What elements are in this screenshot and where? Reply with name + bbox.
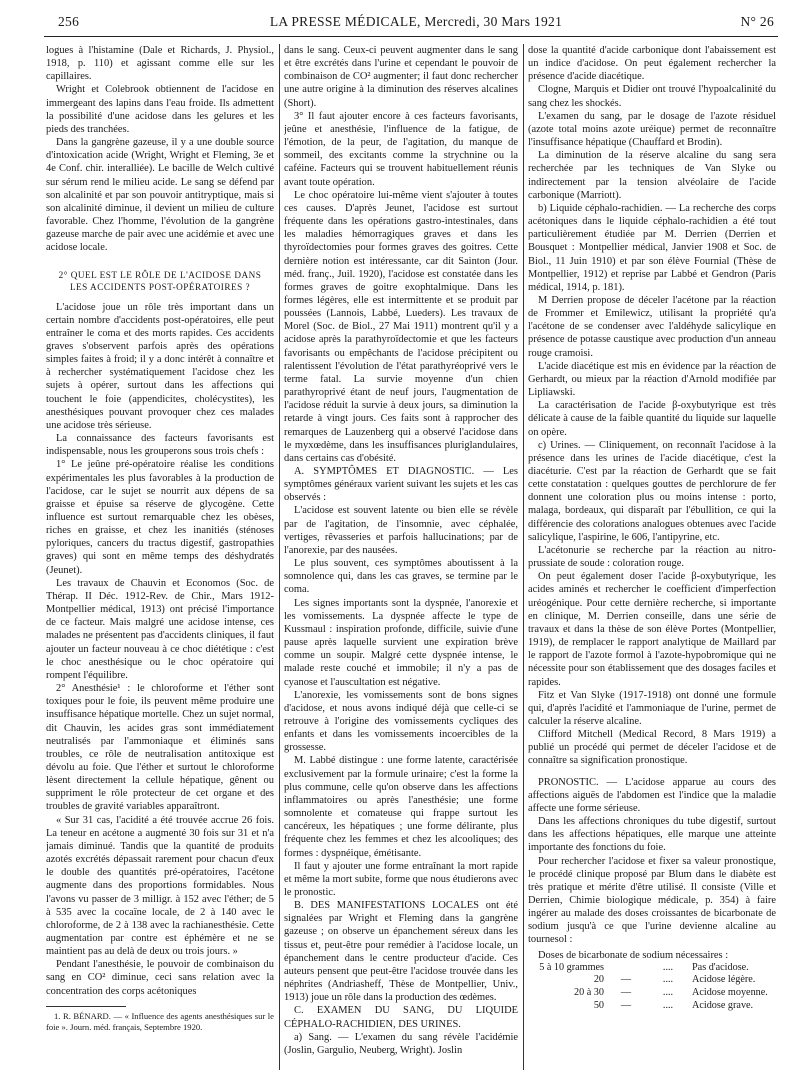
paragraph: L'acidose joue un rôle très important dans un certain nombre d'accidents post-opératoires, elle peut entraîner le coma et des morts rapides. Ces accidents graves s'observent parfois après des opérations simples faites à froid; il y a donc intérêt à connaître et à rechercher systématiquement l'acidose chez les sujets à opérer, surtout dans les affections qui touchent le foie (appendicites, cholécystites), les anesthésiques pouvant provoquer chez ces malades une acidose très sérieuse. bbox=[46, 301, 274, 431]
table-row bbox=[536, 987, 770, 1000]
paragraph: b) Liquide céphalo-rachidien. — La recherche des corps acétoniques dans le liquide céphalo-rachidien a été tout particulièrement étudiée par M. Derrien (Derrien et Bousquet : Montpellier médical, Janvier 1908 et Soc. de Biol., 11 Juin 1910) et par son élève Fournial (Thèse de Montpellier, 1912) et reprise par Labbé et Gendron (Paris médical, 1914, p. 181). bbox=[528, 202, 776, 293]
header-rule bbox=[44, 36, 778, 37]
subsection-symptoms: A. SYMPTÔMES ET DIAGNOSTIC. — Les symptômes généraux varient suivant les sujets et les cas observés : bbox=[284, 466, 518, 504]
paragraph: M. Labbé distingue : une forme latente, caractérisée exclusivement par la formule urinaire; c'est la forme la plus commune, celle qu'on observe dans les affections inflammatoires ou après l'anesthésie; une forme somnolente et comateuse qui frappe surtout les cancéreux, les hépatiques ; une forme délirante, plus fréquente chez les femmes et chez les alcooliques; des formes : dyspnéique, émétisante. bbox=[284, 755, 518, 859]
column-divider-2 bbox=[523, 44, 524, 1070]
footnote-rule bbox=[46, 1006, 126, 1007]
table-row bbox=[536, 1000, 770, 1013]
dose-leader: .... bbox=[662, 999, 674, 1011]
paragraph: On peut également doser l'acide β-oxybutyrique, les acides aminés et rechercher le coefficient d'imperfection uréogénique. Pour cette dernière recherche, si importante en clinique, M. Derrien conseille, dans une série de travaux et dans la thèse de son élève Portes (Montpellier, 1919), de remplacer le rapport analytique de Maillard par le rapport de l'azote formol à l'azote-hypobromique qui ne nécessite pour son établissement que des dosages faciles et rapides. bbox=[528, 571, 776, 688]
paragraph: dose la quantité d'acide carbonique dont l'abaissement est un indice d'acidose. On peut également rechercher la présence d'acide diacétique. bbox=[528, 45, 776, 83]
dose-result: Pas d'acidose. bbox=[692, 961, 749, 973]
paragraph: Les signes importants sont la dyspnée, l'anorexie et les vomissements. La dyspnée affecte le type de Kussmaul : inspiration profonde, difficile, suivie d'une pause après laquelle survient une expiration brève comme un soupir. Malgré cette dyspnée intense, le malade reste couché et immobile; il n'y a pas de cyanose et l'auscultation est négative. bbox=[284, 597, 518, 688]
dose-amount: 20 à 30 bbox=[574, 986, 604, 998]
issue-number: N° 26 bbox=[740, 14, 774, 29]
paragraph: Dans la gangrène gazeuse, il y a une double source d'intoxication acide (Wright, Wright et Fleming, 3e et 4e Conf. chir. interalliée). Le bacille de Welch cultivé sur sérum rend le milieu acide. Le sang se défend par son alcalinité et par son pouvoir antitryptique, mais si son alcalinité diminue, il devient un milieu de culture favorable. Chez l'homme, l'évolution de la gangrène gazeuse marche de pair avec une acidémie et avec une acidose locale. bbox=[46, 137, 274, 254]
page-number: 256 bbox=[58, 14, 80, 29]
subsection-prognosis: PRONOSTIC. — L'acidose apparue au cours des affections aiguës de l'abdomen est l'indice que la maladie affecte une forme sérieuse. bbox=[528, 776, 776, 814]
paragraph: Il faut y ajouter une forme entraînant la mort rapide et même la mort subite, forme que nous étudierons avec le pronostic. bbox=[284, 860, 518, 898]
paragraph: Pour rechercher l'acidose et fixer sa valeur pronostique, le procédé clinique proposé par Blum dans le diabète est très pratique et mérite d'être utilisé. Il consiste (Ville et Derrien, Chimie biologique médicale, p. 354) à faire ingérer au malade des doses croissantes de bicarbonate de sodium jusqu'à ce que l'urine devienne alcaline au tournesol : bbox=[528, 855, 776, 946]
paragraph: 1° Le jeûne pré-opératoire réalise les conditions expérimentales les plus favorables à la production de l'acidose, car le sujet se nourrit aux dépens de sa graisse et épuise sa réserve de glycogène. Cette influence est surtout remarquable chez les obèses, riches en graisse, et chez les inanitiés (sténoses pyloriques, cancers du tractus digestif, gastropathies graves) qui sont en même temps des déshydratés (Jeunet). bbox=[46, 459, 274, 576]
paragraph: L'acétonurie se recherche par la réaction au nitro-prussiate de soude : coloration rouge. bbox=[528, 544, 776, 570]
column-divider-1 bbox=[279, 44, 280, 1070]
paragraph: dans le sang. Ceux-ci peuvent augmenter dans le sang et être excrétés dans l'urine et cependant le pouvoir de combinaison de CO² augmenter; il faut donc rechercher une autre origine à la diminution des réserves alcalines (Short). bbox=[284, 45, 518, 109]
column-2 bbox=[284, 44, 518, 1070]
page-header bbox=[58, 14, 774, 34]
spacer bbox=[528, 768, 776, 776]
paragraph: Wright et Colebrook obtiennent de l'acidose en immergeant des lapins dans l'eau froide. Ils admettent la possibilité d'une acidose dans les gelures et les pieds des tranchées. bbox=[46, 84, 274, 135]
footnote: 1. R. BÉNARD. — « Influence des agents anesthésiques sur le foie ». Journ. méd. français, Septembre 1920. bbox=[46, 1010, 274, 1032]
paragraph: L'examen du sang, par le dosage de l'azote résiduel (azote total moins azote uréique) permet de reconnaître l'insuffisance hépatique (Chauffard et Brodin). bbox=[528, 110, 776, 149]
dose-leader: .... bbox=[662, 974, 674, 986]
section-heading: 2° QUEL EST LE RÔLE DE L'ACIDOSE DANS LES ACCIDENTS POST-OPÉRATOIRES ? bbox=[58, 269, 262, 292]
paragraph: L'anorexie, les vomissements sont de bons signes d'acidose, et nous avons indiqué déjà que celle-ci se retrouve à l'origine des vomissements cycliques des enfants et dans les vomissements incoercibles de la grossesse. bbox=[284, 689, 518, 754]
paragraph: La diminution de la réserve alcaline du sang sera recherchée par les techniques de Van Slyke ou indirectement par la tension alvéolaire de l'acide carbonique (Marriott). bbox=[528, 150, 776, 201]
paragraph: L'acide diacétique est mis en évidence par la réaction de Gerhardt, ou mieux par la réaction d'Arnold modifiée par Lipliawski. bbox=[528, 360, 776, 399]
paragraph: Clogne, Marquis et Didier ont trouvé l'hypoalcalinité du sang chez les shockés. bbox=[528, 84, 776, 109]
paragraph: Dans les affections chroniques du tube digestif, surtout dans les affections hépatiques, elle marque une atteinte importante des fonctions du foie. bbox=[528, 816, 776, 854]
subsection-exam: C. EXAMEN DU SANG, DU LIQUIDE CÉPHALO-RACHIDIEN, DES URINES. bbox=[284, 1005, 518, 1030]
dose-leader: .... bbox=[662, 961, 674, 973]
column-1 bbox=[46, 44, 274, 1070]
paragraph: L'acidose est souvent latente ou bien elle se révèle par de l'agitation, de l'insomnie, avec céphalée, vertiges, rêvasseries et parfois hallucinations; par de l'anorexie, par des nausées. bbox=[284, 505, 518, 556]
paragraph: Les travaux de Chauvin et Economos (Soc. de Thérap. II Déc. 1912-Rev. de Chir., Mars 1912-Montpellier médical, 1913) ont précisé l'importance de ce facteur. Mais malgré une acidose intense, ces malades ne présentent pas d'accidents cliniques, il faut ajouter un facteur nouveau à ce choc diététique : c'est le choc anesthésique ou le choc opératoire qui rompent l'équilibre. bbox=[46, 577, 274, 681]
dose-result: Acidose grave. bbox=[692, 999, 754, 1011]
paragraph: Le choc opératoire lui-même vient s'ajouter à toutes ces causes. D'après Jeunet, l'acidose est surtout fréquente dans les opérations gastro-intestinales, dans les maladies hémorragiques graves et dans les thyroïdectomies pour formes graves des goitres. Cette dernière notion est intéressante, car dit Sainton (Jour. méd. franç., Juil. 1920), l'acidose est constatée dans les formes graves de goitre exophtalmique. Dans les formes légères, elle est intermittente et se produit par poussées (Lannois, Labbé, Lueders). Les travaux de Morel (Soc. de Biol., 27 Mai 1911) montrent qu'il y a acidose après la parathyroïdectomie et que les facteurs favorisants ou empêchants de l'acidose précipitent ou ralentissent l'évolution de l'état parathyréoprivé vers le terme fatal. La survie moyenne d'un chien parathyroprivé étant de neuf jours, l'augmentation de l'acidose réduit la survie à deux jours, sa diminution la retarde à vingt jours. Ces faits sont à rapprocher des remarques de Lauzenberg qui a observé l'acidose dans le myxœdème, dans les insuffisances pluriglandulaires, dans certains cas d'obésité. bbox=[284, 189, 518, 464]
paragraph: Clifford Mitchell (Medical Record, 8 Mars 1919) a publié un procédé qui permet de déceler l'acidose et de connaître sa signification pronostique. bbox=[528, 729, 776, 767]
paragraph: a) Sang. — L'examen du sang révèle l'acidémie (Joslin, Gargulio, Neuberg, Wright). Joslin bbox=[284, 1031, 518, 1056]
paragraph: M Derrien propose de déceler l'acétone par la réaction de Frommer et Emilewicz, utilisant la propriété qu'a l'acétone de se condenser avec l'aldéhyde salicylique en présence de potasse caustique avec production d'un anneau rouge cramoisi. bbox=[528, 294, 776, 359]
paragraph: Fitz et Van Slyke (1917-1918) ont donné une formule qui, d'après l'acidité et l'ammoniaque de l'urine, permet de calculer la réserve alcaline. bbox=[528, 689, 776, 727]
dose-dash bbox=[606, 962, 646, 975]
dose-dash: — bbox=[620, 986, 632, 998]
column-3 bbox=[528, 44, 776, 1070]
dose-leader: .... bbox=[662, 986, 674, 998]
dose-table bbox=[536, 962, 770, 1012]
dose-table-title: Doses de bicarbonate de sodium nécessaires : bbox=[538, 949, 729, 961]
table-row bbox=[536, 962, 770, 975]
paragraph: La caractérisation de l'acide β-oxybutyrique est très délicate à cause de la faible quantité du liquide sur laquelle on opère. bbox=[528, 400, 776, 438]
dose-amount: 20 bbox=[593, 974, 604, 986]
subsection-local: B. DES MANIFESTATIONS LOCALES ont été signalées par Wright et Fleming dans la gangrène gazeuse ; on observe un épanchement séreux dans les tissus et, peut-être pour remédier à l'acidose locale, un épanchement dans le centre producteur d'acide. Ces auteurs pensent que peut-être l'acidose trouvée dans les néphrites (Andriasheff, Thèse de Montpellier, Univ., 1913) joue un rôle dans la production des œdèmes. bbox=[284, 900, 518, 1004]
paragraph: La connaissance des facteurs favorisants est indispensable, nous les grouperons sous trois chefs : bbox=[46, 433, 274, 458]
dose-dash: — bbox=[620, 974, 632, 986]
paragraph: c) Urines. — Cliniquement, on reconnaît l'acidose à la présence dans les urines de l'acide diacétique, c'est la diacéturie. C'est par la réaction de Gerhardt que se fait cette constatation : quelques gouttes de perchlorure de fer donnent une coloration plus ou moins intense : porto, malaga, bordeaux, qui disparaît par l'ébullition, ce qui la différencie des colorations analogues obtenues avec l'acide salicylique, l'aspirine, le 606, l'antipyrine, etc. bbox=[528, 439, 776, 543]
quotation: « Sur 31 cas, l'acidité a été trouvée accrue 26 fois. La teneur en acétone a augmenté 30 fois sur 31 et n'a jamais diminué. Tandis que la quantité de produits azotés excrétés dépassait rarement pour chacun d'eux le double des quantités pré-opératoires, l'acétone augmente dans des proportions formidables. Nous l'avons vu passer de 3 milligr. à 152 avec l'éther; de 5 à 535 avec la cocaïne locale, de 2 à 140 avec le chloroforme, de 2 à 138 avec la rachianesthésie. Cette augmentation par contre est éphémère et ne se maintient pas au delà de deux ou trois jours. » bbox=[46, 814, 274, 958]
paragraph: 2° Anesthésie¹ : le chloroforme et l'éther sont toxiques pour le foie, ils peuvent même produire une insuffisance hépatique mortelle. Chez un sujet normal, dit Chauvin, les acides gras sont immédiatement neutralisés par l'ammoniaque et éliminés sans troubles, ce rôle de neutralisation antitoxique est dévolu au foie. Que l'éther et surtout le chloroforme lèsent directement la cellule hépatique, gênent ou suppriment le rôle protecteur de cet organe et des troubles de gravité variables apparaîtront. bbox=[46, 683, 274, 813]
masthead-title: LA PRESSE MÉDICALE, Mercredi, 30 Mars 1921 bbox=[269, 14, 563, 29]
dose-amount: 50 bbox=[593, 999, 604, 1011]
paragraph: Le plus souvent, ces symptômes aboutissent à la somnolence qui, dans les cas graves, se termine par le coma. bbox=[284, 558, 518, 596]
dose-amount: 5 à 10 grammes bbox=[539, 961, 604, 973]
dose-result: Acidose moyenne. bbox=[692, 986, 768, 998]
dose-result: Acidose légère. bbox=[692, 974, 756, 986]
paragraph: logues à l'histamine (Dale et Richards, J. Physiol., 1918, p. 110) et agissant comme elle sur les capillaires. bbox=[46, 45, 274, 83]
table-row bbox=[536, 974, 770, 987]
paragraph: 3° Il faut ajouter encore à ces facteurs favorisants, jeûne et anesthésie, l'influence de la fatigue, de l'émotion, de la peur, de l'agitation, du manque de sommeil, des excitants comme la strychnine ou la caféine. Facteurs qui se trouvent habituellement réunis avant toute opération. bbox=[284, 110, 518, 188]
paragraph: Pendant l'anesthésie, le pouvoir de combinaison du sang en CO² diminue, ceci sans relation avec la concentration des corps acétoniques bbox=[46, 959, 274, 997]
dose-dash: — bbox=[620, 999, 632, 1011]
